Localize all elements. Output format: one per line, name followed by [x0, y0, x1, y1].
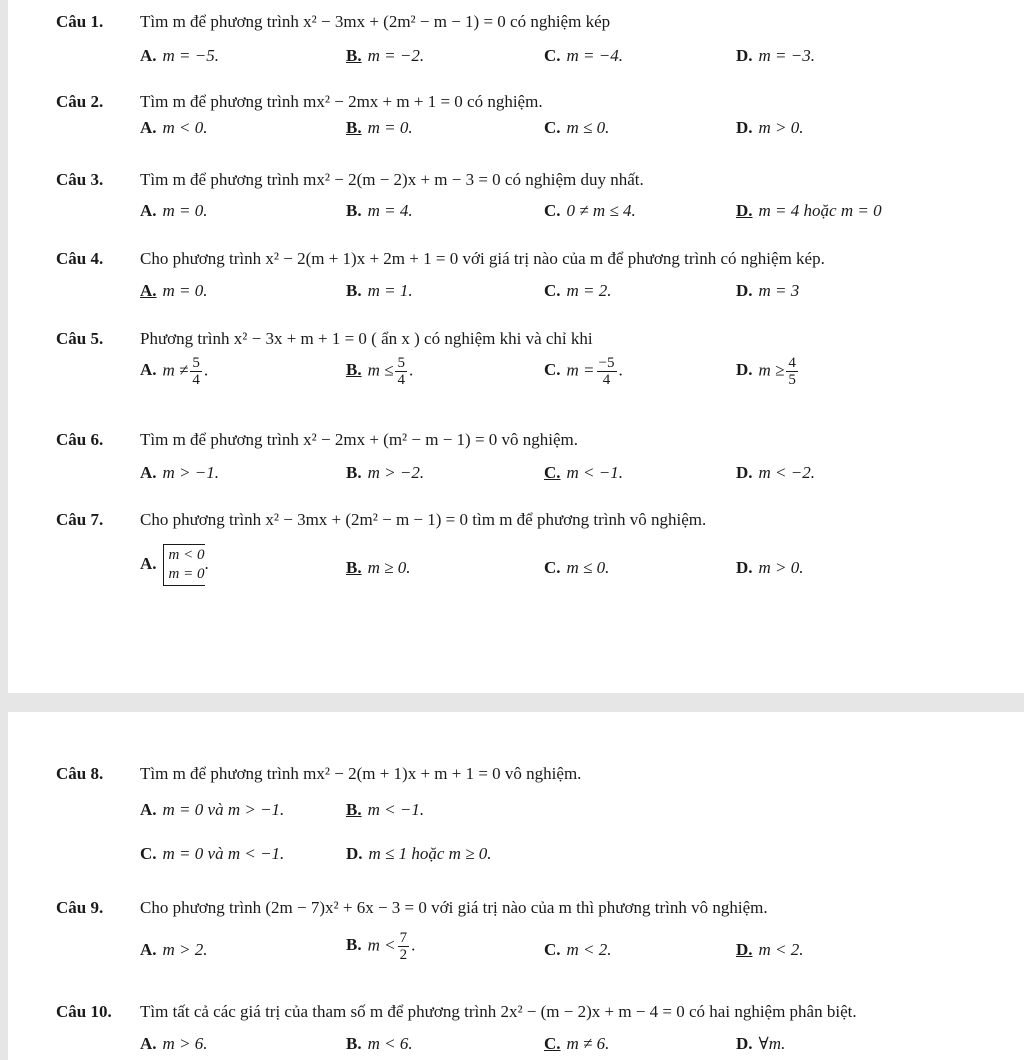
fraction: $\frac{-5}{4}$ [598, 355, 615, 388]
option-a: A. m < 0. [140, 118, 208, 137]
option-c: C. m ≤ 0. [544, 558, 610, 577]
option-b: B. m > −2. [346, 463, 425, 482]
option-a: A. m ≠ $\frac{5}{4}$ . [140, 355, 209, 388]
question-label: Câu 5. [56, 329, 104, 348]
question-label: Câu 1. [56, 12, 104, 31]
option-a: A. m < 0 m = 0 . [140, 544, 209, 586]
fraction: $\frac{4}{5}$ [788, 355, 796, 388]
bracket-system: m < 0 m = 0 [163, 544, 205, 586]
option-d: D. m < 2. [736, 940, 804, 959]
option-d: D. m = −3. [736, 46, 816, 65]
question-stem: Cho phương trình x² − 2(m + 1)x + 2m + 1 = 0 với giá trị nào của m để phương trình có nghiệm kép. [140, 249, 825, 268]
option-a: A. m = 0 và m > −1. [140, 800, 285, 819]
question-label: Câu 4. [56, 249, 104, 268]
option-b: B. m < $\frac{7}{2}$ . [346, 930, 416, 963]
question-stem: Tìm m để phương trình mx² − 2(m + 1)x + m + 1 = 0 vô nghiệm. [140, 764, 582, 783]
option-d: D. m < −2. [736, 463, 816, 482]
option-b: B. m = −2. [346, 46, 425, 65]
page-sheet-2 [8, 712, 1024, 1060]
option-d: D. m ≥ $\frac{4}{5}$ [736, 355, 796, 388]
option-a: A. m > 2. [140, 940, 208, 959]
option-d: D. m > 0. [736, 118, 804, 137]
option-d: D. m > 0. [736, 558, 804, 577]
option-c: C. m < −1. [544, 463, 624, 482]
option-c: C. m = $\frac{-5}{4}$ . [544, 355, 623, 388]
option-c: C. m < 2. [544, 940, 612, 959]
option-a: A. m = −5. [140, 46, 220, 65]
option-b: B. m = 0. [346, 118, 413, 137]
option-b: B. m ≤ $\frac{5}{4}$ . [346, 355, 414, 388]
question-label: Câu 6. [56, 430, 104, 449]
question-stem: Phương trình x² − 3x + m + 1 = 0 ( ẩn x ) có nghiệm khi và chỉ khi [140, 329, 593, 348]
question-label: Câu 7. [56, 510, 104, 529]
fraction: $\frac{7}{2}$ [399, 930, 408, 963]
question-stem: Tìm m để phương trình x² − 2mx + (m² − m − 1) = 0 vô nghiệm. [140, 430, 579, 449]
option-b: B. m < 6. [346, 1034, 413, 1053]
option-c: C. 0 ≠ m ≤ 4. [544, 201, 636, 220]
option-b: B. m ≥ 0. [346, 558, 411, 577]
fraction: $\frac{5}{4}$ [192, 355, 200, 388]
page-sheet-1 [8, 0, 1024, 693]
option-a: A. m > 6. [140, 1034, 208, 1053]
option-c: C. m ≠ 6. [544, 1034, 610, 1053]
option-d: D. ∀m. [736, 1034, 786, 1053]
option-d: D. m = 4 hoặc m = 0 [736, 201, 882, 220]
option-b: B. m = 4. [346, 201, 413, 220]
option-a: A. m = 0. [140, 201, 208, 220]
option-a: A. m > −1. [140, 463, 220, 482]
question-label: Câu 3. [56, 170, 104, 189]
question-stem: Tìm tất cả các giá trị của tham số m để phương trình 2x² − (m − 2)x + m − 4 = 0 có hai nghiệm phân biệt. [140, 1002, 857, 1021]
question-stem: Cho phương trình (2m − 7)x² + 6x − 3 = 0 với giá trị nào của m thì phương trình vô nghiệm. [140, 898, 768, 917]
fraction: $\frac{5}{4}$ [397, 355, 405, 388]
question-label: Câu 10. [56, 1002, 112, 1021]
option-d: D. m ≤ 1 hoặc m ≥ 0. [346, 844, 492, 863]
option-c: C. m = −4. [544, 46, 624, 65]
option-c: C. m = 0 và m < −1. [140, 844, 285, 863]
option-b: B. m = 1. [346, 281, 413, 300]
question-stem: Cho phương trình x² − 3mx + (2m² − m − 1) = 0 tìm m để phương trình vô nghiệm. [140, 510, 707, 529]
question-stem: Tìm m để phương trình mx² − 2mx + m + 1 = 0 có nghiệm. [140, 92, 543, 111]
question-label: Câu 2. [56, 92, 104, 111]
question-label: Câu 8. [56, 764, 104, 783]
option-c: C. m = 2. [544, 281, 612, 300]
option-a: A. m = 0. [140, 281, 208, 300]
option-b: B. m < −1. [346, 800, 425, 819]
option-d: D. m = 3 [736, 281, 800, 300]
question-label: Câu 9. [56, 898, 104, 917]
option-c: C. m ≤ 0. [544, 118, 610, 137]
question-stem: Tìm m để phương trình mx² − 2(m − 2)x + m − 3 = 0 có nghiệm duy nhất. [140, 170, 644, 189]
question-stem: Tìm m để phương trình x² − 3mx + (2m² − m − 1) = 0 có nghiệm kép [140, 12, 611, 31]
